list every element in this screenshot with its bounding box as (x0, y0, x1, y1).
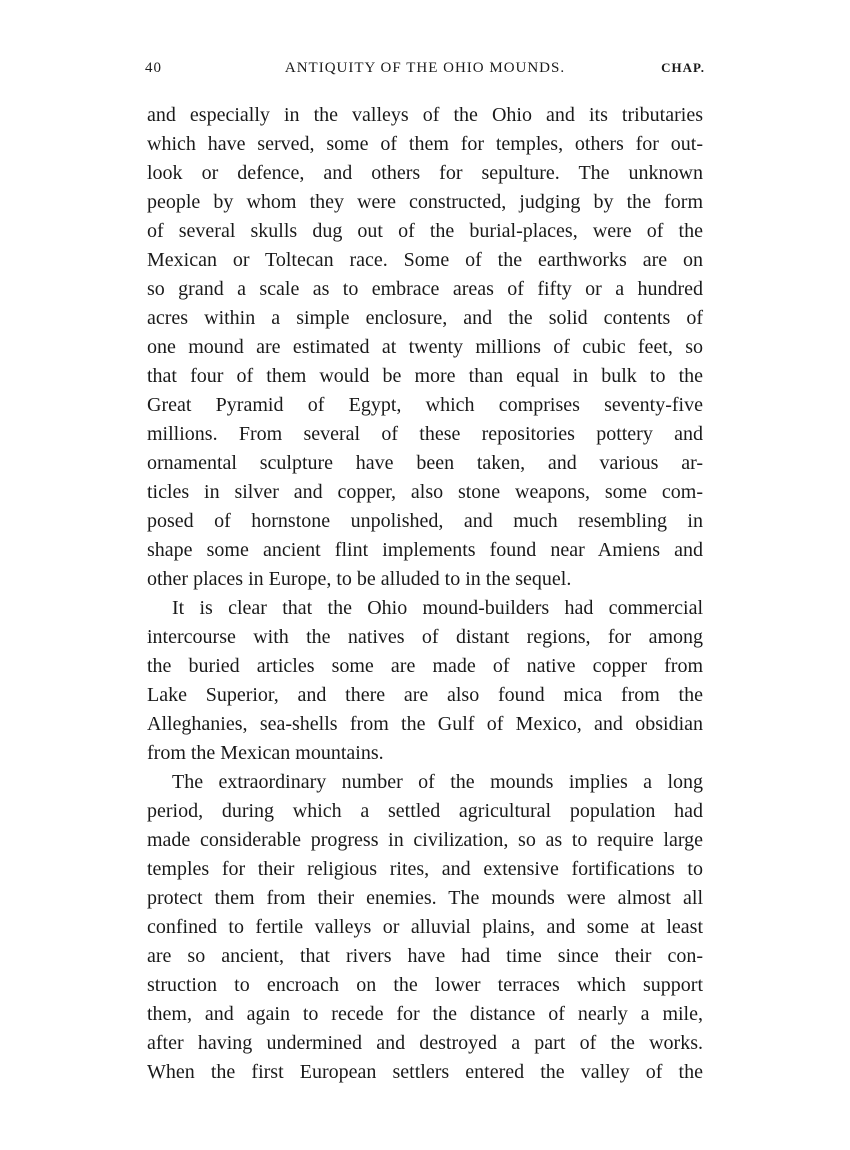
text-line: Mexican or Toltecan race. Some of the earthworks are on (147, 249, 703, 271)
text-line: period, during which a settled agricultural population had (147, 800, 703, 822)
text-line: It is clear that the Ohio mound-builders had commercial (172, 597, 703, 619)
text-line: confined to fertile valleys or alluvial plains, and some at least (147, 916, 703, 938)
text-line: struction to encroach on the lower terraces which support (147, 974, 703, 996)
text-line: protect them from their enemies. The mounds were almost all (147, 887, 703, 909)
text-line: one mound are estimated at twenty millions of cubic feet, so (147, 336, 703, 358)
text-line: When the first European settlers entered the valley of the (147, 1061, 703, 1083)
text-line: ornamental sculpture have been taken, and various ar- (147, 452, 703, 474)
running-title: ANTIQUITY OF THE OHIO MOUNDS. (284, 60, 566, 76)
text-line: other places in Europe, to be alluded to in the sequel. (147, 568, 572, 590)
text-line: temples for their religious rites, and extensive fortifications to (147, 858, 703, 880)
text-line: look or defence, and others for sepulture. The unknown (147, 162, 703, 184)
text-line: Lake Superior, and there are also found mica from the (147, 684, 703, 706)
text-line: that four of them would be more than equal in bulk to the (147, 365, 703, 387)
page-number: 40 (145, 60, 162, 76)
text-line: ticles in silver and copper, also stone weapons, some com- (147, 481, 703, 503)
text-line: millions. From several of these repositories pottery and (147, 423, 703, 445)
text-line: The extraordinary number of the mounds implies a long (172, 771, 703, 793)
text-line: are so ancient, that rivers have had time since their con- (147, 945, 703, 967)
text-line: people by whom they were constructed, judging by the form (147, 191, 703, 213)
text-line: of several skulls dug out of the burial-places, were of the (147, 220, 703, 242)
text-line: so grand a scale as to embrace areas of fifty or a hundred (147, 278, 703, 300)
text-line: the buried articles some are made of native copper from (147, 655, 703, 677)
text-line: which have served, some of them for temples, others for out- (147, 133, 703, 155)
text-line: shape some ancient flint implements found near Amiens and (147, 539, 703, 561)
body-text (147, 101, 703, 1087)
text-line: intercourse with the natives of distant regions, for among (147, 626, 703, 648)
text-line: made considerable progress in civilization, so as to require large (147, 829, 703, 851)
text-line: Great Pyramid of Egypt, which comprises seventy-five (147, 394, 703, 416)
text-line: after having undermined and destroyed a part of the works. (147, 1032, 703, 1054)
text-line: from the Mexican mountains. (147, 742, 384, 764)
running-head (145, 60, 705, 84)
text-line: and especially in the valleys of the Ohio and its tributaries (147, 104, 703, 126)
text-line: acres within a simple enclosure, and the solid contents of (147, 307, 703, 329)
text-line: posed of hornstone unpolished, and much resembling in (147, 510, 703, 532)
chapter-label: CHAP. (661, 60, 705, 75)
text-line: them, and again to recede for the distance of nearly a mile, (147, 1003, 703, 1025)
text-line: Alleghanies, sea-shells from the Gulf of Mexico, and obsidian (147, 713, 703, 735)
